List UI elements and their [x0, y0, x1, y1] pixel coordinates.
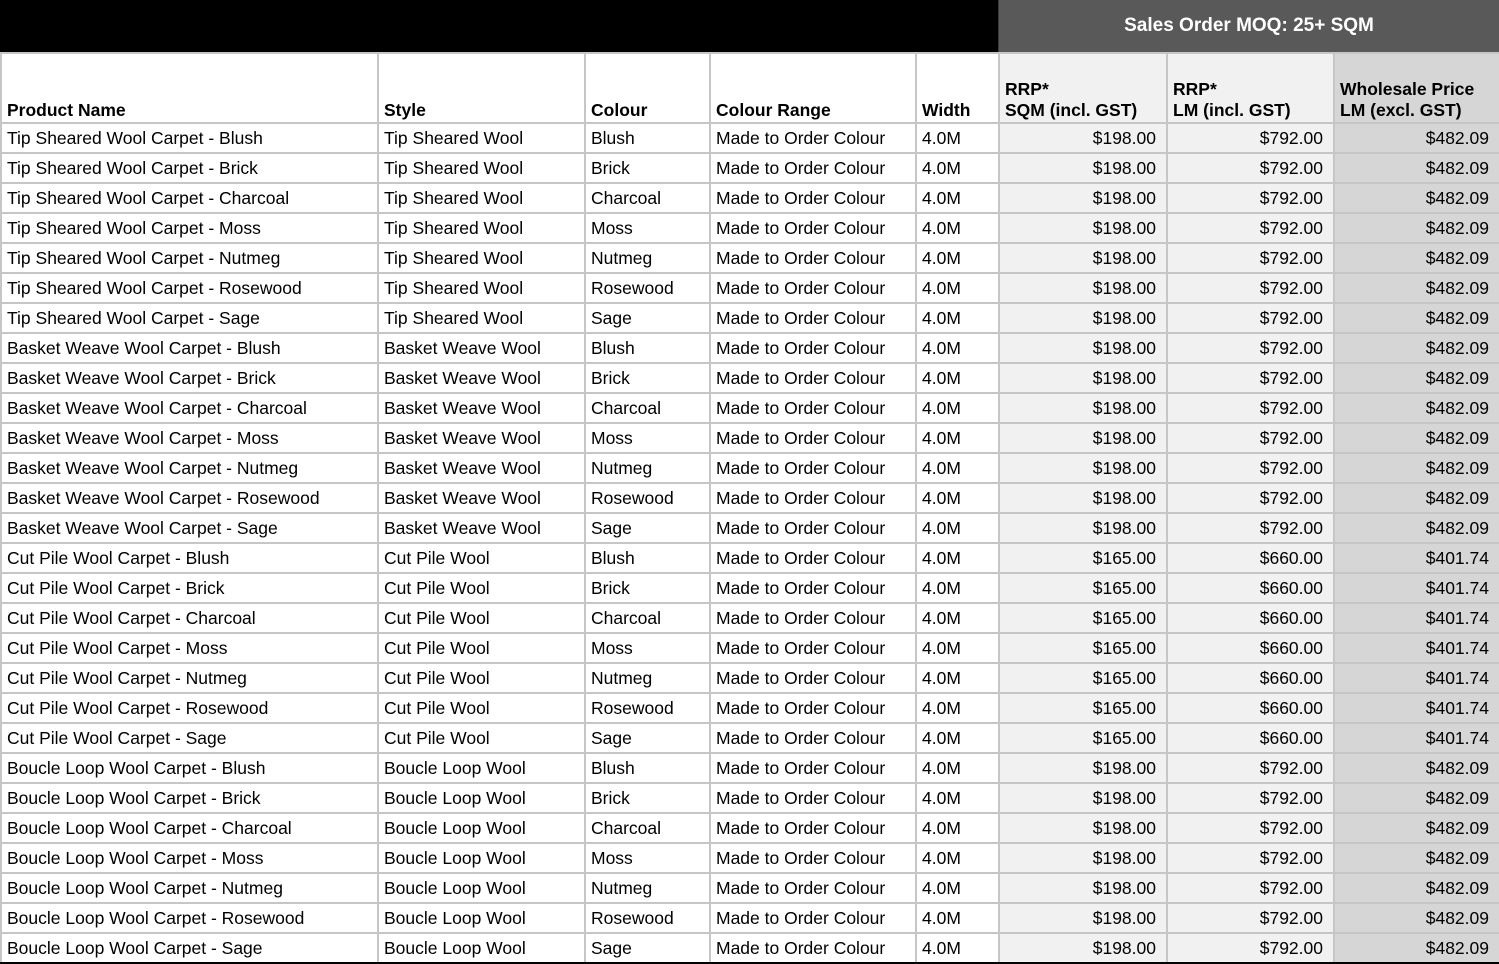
cell-colour-range[interactable]: Made to Order Colour — [710, 663, 916, 693]
cell-wholesale-lm[interactable]: $482.09 — [1334, 903, 1499, 933]
cell-product-name[interactable]: Tip Sheared Wool Carpet - Blush — [1, 123, 378, 153]
table-row — [1, 633, 1499, 663]
cell-wholesale-lm[interactable]: $482.09 — [1334, 183, 1499, 213]
cell-style[interactable]: Tip Sheared Wool — [378, 123, 585, 153]
table-row — [1, 243, 1499, 273]
cell-product-name[interactable]: Boucle Loop Wool Carpet - Blush — [1, 753, 378, 783]
cell-product-name[interactable]: Cut Pile Wool Carpet - Moss — [1, 633, 378, 663]
table-row — [1, 843, 1499, 873]
cell-rrp-sqm[interactable]: $198.00 — [999, 873, 1167, 903]
cell-rrp-sqm[interactable]: $165.00 — [999, 663, 1167, 693]
cell-wholesale-lm[interactable]: $482.09 — [1334, 423, 1499, 453]
cell-colour[interactable]: Charcoal — [585, 393, 710, 423]
cell-rrp-lm[interactable]: $792.00 — [1167, 753, 1334, 783]
cell-colour-range[interactable]: Made to Order Colour — [710, 393, 916, 423]
cell-style[interactable]: Basket Weave Wool — [378, 393, 585, 423]
cell-product-name[interactable]: Boucle Loop Wool Carpet - Sage — [1, 933, 378, 963]
cell-rrp-lm[interactable]: $660.00 — [1167, 603, 1334, 633]
table-row — [1, 663, 1499, 693]
cell-rrp-lm[interactable]: $660.00 — [1167, 663, 1334, 693]
cell-rrp-lm[interactable]: $792.00 — [1167, 933, 1334, 963]
cell-rrp-sqm[interactable]: $198.00 — [999, 243, 1167, 273]
cell-rrp-lm[interactable]: $792.00 — [1167, 243, 1334, 273]
cell-wholesale-lm[interactable]: $401.74 — [1334, 603, 1499, 633]
cell-colour[interactable]: Moss — [585, 423, 710, 453]
cell-colour[interactable]: Sage — [585, 513, 710, 543]
cell-rrp-sqm[interactable]: $198.00 — [999, 933, 1167, 963]
cell-width[interactable]: 4.0M — [916, 303, 999, 333]
table-row — [1, 723, 1499, 753]
table-row — [1, 783, 1499, 813]
cell-rrp-lm[interactable]: $792.00 — [1167, 153, 1334, 183]
table-row — [1, 573, 1499, 603]
table-row — [1, 543, 1499, 573]
cell-wholesale-lm[interactable]: $482.09 — [1334, 393, 1499, 423]
header-line2: Colour Range — [716, 100, 831, 120]
cell-rrp-lm[interactable]: $660.00 — [1167, 693, 1334, 723]
cell-rrp-lm[interactable]: $792.00 — [1167, 273, 1334, 303]
cell-product-name[interactable]: Boucle Loop Wool Carpet - Brick — [1, 783, 378, 813]
cell-colour[interactable]: Rosewood — [585, 483, 710, 513]
cell-rrp-lm[interactable]: $792.00 — [1167, 303, 1334, 333]
cell-rrp-sqm[interactable]: $198.00 — [999, 753, 1167, 783]
cell-width[interactable]: 4.0M — [916, 243, 999, 273]
header-line1: RRP* — [1005, 79, 1049, 99]
cell-rrp-sqm[interactable]: $198.00 — [999, 813, 1167, 843]
cell-colour-range[interactable]: Made to Order Colour — [710, 453, 916, 483]
cell-colour-range[interactable]: Made to Order Colour — [710, 873, 916, 903]
cell-rrp-sqm[interactable]: $198.00 — [999, 423, 1167, 453]
cell-rrp-lm[interactable]: $660.00 — [1167, 633, 1334, 663]
cell-product-name[interactable]: Basket Weave Wool Carpet - Sage — [1, 513, 378, 543]
cell-product-name[interactable]: Basket Weave Wool Carpet - Nutmeg — [1, 453, 378, 483]
cell-rrp-lm[interactable]: $792.00 — [1167, 813, 1334, 843]
cell-colour[interactable]: Blush — [585, 333, 710, 363]
cell-rrp-sqm[interactable]: $165.00 — [999, 693, 1167, 723]
cell-wholesale-lm[interactable]: $482.09 — [1334, 273, 1499, 303]
cell-style[interactable]: Boucle Loop Wool — [378, 813, 585, 843]
cell-style[interactable]: Tip Sheared Wool — [378, 183, 585, 213]
cell-rrp-sqm[interactable]: $165.00 — [999, 603, 1167, 633]
cell-product-name[interactable]: Tip Sheared Wool Carpet - Charcoal — [1, 183, 378, 213]
cell-colour-range[interactable]: Made to Order Colour — [710, 573, 916, 603]
cell-wholesale-lm[interactable]: $482.09 — [1334, 453, 1499, 483]
table-row — [1, 363, 1499, 393]
cell-product-name[interactable]: Boucle Loop Wool Carpet - Rosewood — [1, 903, 378, 933]
cell-colour-range[interactable]: Made to Order Colour — [710, 603, 916, 633]
cell-rrp-lm[interactable]: $792.00 — [1167, 903, 1334, 933]
cell-rrp-lm[interactable]: $660.00 — [1167, 543, 1334, 573]
cell-width[interactable]: 4.0M — [916, 513, 999, 543]
header-colour-range[interactable] — [710, 53, 916, 123]
cell-rrp-lm[interactable]: $792.00 — [1167, 183, 1334, 213]
cell-style[interactable]: Basket Weave Wool — [378, 453, 585, 483]
cell-wholesale-lm[interactable]: $482.09 — [1334, 843, 1499, 873]
table-row — [1, 873, 1499, 903]
cell-width[interactable]: 4.0M — [916, 543, 999, 573]
cell-colour[interactable]: Moss — [585, 843, 710, 873]
cell-width[interactable]: 4.0M — [916, 813, 999, 843]
cell-wholesale-lm[interactable]: $482.09 — [1334, 513, 1499, 543]
cell-colour-range[interactable]: Made to Order Colour — [710, 633, 916, 663]
cell-width[interactable]: 4.0M — [916, 933, 999, 963]
cell-style[interactable]: Cut Pile Wool — [378, 723, 585, 753]
cell-wholesale-lm[interactable]: $482.09 — [1334, 753, 1499, 783]
cell-width[interactable]: 4.0M — [916, 273, 999, 303]
table-row — [1, 603, 1499, 633]
cell-product-name[interactable]: Boucle Loop Wool Carpet - Nutmeg — [1, 873, 378, 903]
cell-wholesale-lm[interactable]: $401.74 — [1334, 573, 1499, 603]
cell-product-name[interactable]: Cut Pile Wool Carpet - Nutmeg — [1, 663, 378, 693]
cell-wholesale-lm[interactable]: $401.74 — [1334, 723, 1499, 753]
cell-colour[interactable]: Blush — [585, 753, 710, 783]
cell-rrp-lm[interactable]: $792.00 — [1167, 213, 1334, 243]
cell-product-name[interactable]: Basket Weave Wool Carpet - Charcoal — [1, 393, 378, 423]
cell-style[interactable]: Tip Sheared Wool — [378, 213, 585, 243]
cell-colour[interactable]: Sage — [585, 303, 710, 333]
cell-rrp-sqm[interactable]: $198.00 — [999, 363, 1167, 393]
cell-colour[interactable]: Brick — [585, 783, 710, 813]
cell-rrp-lm[interactable]: $792.00 — [1167, 783, 1334, 813]
cell-colour[interactable]: Blush — [585, 123, 710, 153]
cell-colour-range[interactable]: Made to Order Colour — [710, 153, 916, 183]
cell-style[interactable]: Cut Pile Wool — [378, 603, 585, 633]
cell-style[interactable]: Basket Weave Wool — [378, 333, 585, 363]
cell-colour-range[interactable]: Made to Order Colour — [710, 843, 916, 873]
cell-wholesale-lm[interactable]: $482.09 — [1334, 333, 1499, 363]
cell-style[interactable]: Basket Weave Wool — [378, 483, 585, 513]
cell-rrp-sqm[interactable]: $165.00 — [999, 633, 1167, 663]
cell-product-name[interactable]: Tip Sheared Wool Carpet - Brick — [1, 153, 378, 183]
cell-colour[interactable]: Rosewood — [585, 273, 710, 303]
cell-width[interactable]: 4.0M — [916, 663, 999, 693]
table-row — [1, 333, 1499, 363]
cell-width[interactable]: 4.0M — [916, 153, 999, 183]
table-row — [1, 183, 1499, 213]
header-line2: SQM (incl. GST) — [1005, 100, 1138, 120]
cell-product-name[interactable]: Cut Pile Wool Carpet - Brick — [1, 573, 378, 603]
cell-width[interactable]: 4.0M — [916, 843, 999, 873]
moq-banner: Sales Order MOQ: 25+ SQM — [998, 0, 1499, 52]
cell-rrp-sqm[interactable]: $198.00 — [999, 183, 1167, 213]
cell-product-name[interactable]: Cut Pile Wool Carpet - Charcoal — [1, 603, 378, 633]
cell-colour-range[interactable]: Made to Order Colour — [710, 423, 916, 453]
cell-colour-range[interactable]: Made to Order Colour — [710, 363, 916, 393]
cell-rrp-sqm[interactable]: $198.00 — [999, 153, 1167, 183]
cell-colour[interactable]: Sage — [585, 723, 710, 753]
cell-colour-range[interactable]: Made to Order Colour — [710, 213, 916, 243]
cell-wholesale-lm[interactable]: $401.74 — [1334, 663, 1499, 693]
cell-style[interactable]: Tip Sheared Wool — [378, 153, 585, 183]
cell-colour[interactable]: Nutmeg — [585, 453, 710, 483]
cell-style[interactable]: Boucle Loop Wool — [378, 933, 585, 963]
cell-style[interactable]: Tip Sheared Wool — [378, 303, 585, 333]
header-product-name[interactable] — [1, 53, 378, 123]
cell-rrp-sqm[interactable]: $198.00 — [999, 333, 1167, 363]
header-wholesale-lm[interactable] — [1334, 53, 1499, 123]
table-row — [1, 153, 1499, 183]
cell-rrp-lm[interactable]: $792.00 — [1167, 843, 1334, 873]
cell-colour-range[interactable]: Made to Order Colour — [710, 933, 916, 963]
table-body — [1, 123, 1499, 963]
cell-rrp-sqm[interactable]: $198.00 — [999, 783, 1167, 813]
cell-colour[interactable]: Brick — [585, 363, 710, 393]
cell-rrp-sqm[interactable]: $198.00 — [999, 843, 1167, 873]
cell-width[interactable]: 4.0M — [916, 483, 999, 513]
cell-style[interactable]: Cut Pile Wool — [378, 543, 585, 573]
table-row — [1, 123, 1499, 153]
cell-width[interactable]: 4.0M — [916, 783, 999, 813]
cell-width[interactable]: 4.0M — [916, 903, 999, 933]
header-banner — [0, 0, 1499, 52]
cell-width[interactable]: 4.0M — [916, 723, 999, 753]
cell-style[interactable]: Basket Weave Wool — [378, 363, 585, 393]
cell-width[interactable]: 4.0M — [916, 573, 999, 603]
cell-colour[interactable]: Moss — [585, 633, 710, 663]
cell-style[interactable]: Tip Sheared Wool — [378, 273, 585, 303]
cell-colour-range[interactable]: Made to Order Colour — [710, 243, 916, 273]
cell-product-name[interactable]: Tip Sheared Wool Carpet - Nutmeg — [1, 243, 378, 273]
cell-colour-range[interactable]: Made to Order Colour — [710, 273, 916, 303]
cell-rrp-sqm[interactable]: $165.00 — [999, 723, 1167, 753]
cell-colour[interactable]: Nutmeg — [585, 243, 710, 273]
cell-product-name[interactable]: Basket Weave Wool Carpet - Brick — [1, 363, 378, 393]
cell-wholesale-lm[interactable]: $482.09 — [1334, 933, 1499, 963]
header-rrp-lm[interactable] — [1167, 53, 1334, 123]
table-row — [1, 423, 1499, 453]
cell-wholesale-lm[interactable]: $401.74 — [1334, 543, 1499, 573]
header-style[interactable] — [378, 53, 585, 123]
cell-rrp-lm[interactable]: $792.00 — [1167, 513, 1334, 543]
header-line2: LM (incl. GST) — [1173, 100, 1291, 120]
cell-colour-range[interactable]: Made to Order Colour — [710, 543, 916, 573]
cell-wholesale-lm[interactable]: $482.09 — [1334, 783, 1499, 813]
cell-rrp-sqm[interactable]: $198.00 — [999, 393, 1167, 423]
cell-width[interactable]: 4.0M — [916, 873, 999, 903]
cell-rrp-lm[interactable]: $792.00 — [1167, 453, 1334, 483]
cell-rrp-lm[interactable]: $660.00 — [1167, 723, 1334, 753]
cell-colour-range[interactable]: Made to Order Colour — [710, 183, 916, 213]
cell-product-name[interactable]: Basket Weave Wool Carpet - Rosewood — [1, 483, 378, 513]
cell-style[interactable]: Basket Weave Wool — [378, 513, 585, 543]
cell-rrp-lm[interactable]: $660.00 — [1167, 573, 1334, 603]
cell-width[interactable]: 4.0M — [916, 603, 999, 633]
cell-style[interactable]: Boucle Loop Wool — [378, 843, 585, 873]
cell-product-name[interactable]: Basket Weave Wool Carpet - Moss — [1, 423, 378, 453]
cell-wholesale-lm[interactable]: $482.09 — [1334, 813, 1499, 843]
cell-colour[interactable]: Rosewood — [585, 693, 710, 723]
header-line1: Wholesale Price — [1340, 79, 1475, 99]
cell-style[interactable]: Basket Weave Wool — [378, 423, 585, 453]
cell-style[interactable]: Boucle Loop Wool — [378, 753, 585, 783]
cell-style[interactable]: Boucle Loop Wool — [378, 873, 585, 903]
cell-colour-range[interactable]: Made to Order Colour — [710, 813, 916, 843]
cell-colour-range[interactable]: Made to Order Colour — [710, 723, 916, 753]
cell-style[interactable]: Cut Pile Wool — [378, 663, 585, 693]
price-table — [0, 52, 1499, 964]
cell-rrp-lm[interactable]: $792.00 — [1167, 873, 1334, 903]
table-row — [1, 453, 1499, 483]
column-header-row — [1, 53, 1499, 123]
cell-product-name[interactable]: Boucle Loop Wool Carpet - Moss — [1, 843, 378, 873]
cell-rrp-lm[interactable]: $792.00 — [1167, 423, 1334, 453]
cell-colour-range[interactable]: Made to Order Colour — [710, 333, 916, 363]
table-row — [1, 933, 1499, 963]
cell-width[interactable]: 4.0M — [916, 183, 999, 213]
cell-product-name[interactable]: Tip Sheared Wool Carpet - Rosewood — [1, 273, 378, 303]
cell-wholesale-lm[interactable]: $482.09 — [1334, 123, 1499, 153]
cell-rrp-sqm[interactable]: $198.00 — [999, 123, 1167, 153]
cell-product-name[interactable]: Boucle Loop Wool Carpet - Charcoal — [1, 813, 378, 843]
table-row — [1, 753, 1499, 783]
cell-width[interactable]: 4.0M — [916, 753, 999, 783]
header-rrp-sqm[interactable] — [999, 53, 1167, 123]
cell-colour[interactable]: Nutmeg — [585, 663, 710, 693]
cell-rrp-lm[interactable]: $792.00 — [1167, 483, 1334, 513]
cell-colour[interactable]: Sage — [585, 933, 710, 963]
cell-wholesale-lm[interactable]: $482.09 — [1334, 303, 1499, 333]
cell-colour[interactable]: Moss — [585, 213, 710, 243]
cell-product-name[interactable]: Tip Sheared Wool Carpet - Sage — [1, 303, 378, 333]
table-row — [1, 903, 1499, 933]
cell-colour[interactable]: Nutmeg — [585, 873, 710, 903]
cell-wholesale-lm[interactable]: $482.09 — [1334, 363, 1499, 393]
cell-rrp-lm[interactable]: $792.00 — [1167, 333, 1334, 363]
cell-wholesale-lm[interactable]: $401.74 — [1334, 633, 1499, 663]
cell-colour-range[interactable]: Made to Order Colour — [710, 753, 916, 783]
cell-wholesale-lm[interactable]: $482.09 — [1334, 483, 1499, 513]
cell-rrp-sqm[interactable]: $198.00 — [999, 513, 1167, 543]
cell-width[interactable]: 4.0M — [916, 453, 999, 483]
cell-width[interactable]: 4.0M — [916, 693, 999, 723]
cell-wholesale-lm[interactable]: $482.09 — [1334, 153, 1499, 183]
header-width[interactable] — [916, 53, 999, 123]
header-line2: Width — [922, 100, 971, 120]
cell-product-name[interactable]: Cut Pile Wool Carpet - Sage — [1, 723, 378, 753]
cell-product-name[interactable]: Cut Pile Wool Carpet - Blush — [1, 543, 378, 573]
cell-rrp-sqm[interactable]: $165.00 — [999, 573, 1167, 603]
cell-rrp-sqm[interactable]: $198.00 — [999, 273, 1167, 303]
cell-colour[interactable]: Rosewood — [585, 903, 710, 933]
cell-colour[interactable]: Charcoal — [585, 813, 710, 843]
cell-colour-range[interactable]: Made to Order Colour — [710, 513, 916, 543]
cell-wholesale-lm[interactable]: $401.74 — [1334, 693, 1499, 723]
header-line1: RRP* — [1173, 79, 1217, 99]
cell-style[interactable]: Boucle Loop Wool — [378, 903, 585, 933]
cell-colour-range[interactable]: Made to Order Colour — [710, 693, 916, 723]
cell-style[interactable]: Tip Sheared Wool — [378, 243, 585, 273]
cell-width[interactable]: 4.0M — [916, 363, 999, 393]
cell-width[interactable]: 4.0M — [916, 393, 999, 423]
header-line2: LM (excl. GST) — [1340, 100, 1462, 120]
cell-product-name[interactable]: Cut Pile Wool Carpet - Rosewood — [1, 693, 378, 723]
cell-rrp-lm[interactable]: $792.00 — [1167, 123, 1334, 153]
cell-width[interactable]: 4.0M — [916, 423, 999, 453]
banner-blank — [0, 0, 998, 52]
cell-width[interactable]: 4.0M — [916, 213, 999, 243]
cell-rrp-sqm[interactable]: $165.00 — [999, 543, 1167, 573]
table-row — [1, 393, 1499, 423]
cell-style[interactable]: Cut Pile Wool — [378, 633, 585, 663]
cell-width[interactable]: 4.0M — [916, 333, 999, 363]
cell-rrp-lm[interactable]: $792.00 — [1167, 363, 1334, 393]
header-line2: Style — [384, 100, 426, 120]
table-row — [1, 813, 1499, 843]
cell-style[interactable]: Boucle Loop Wool — [378, 783, 585, 813]
table-row — [1, 213, 1499, 243]
table-row — [1, 303, 1499, 333]
cell-product-name[interactable]: Basket Weave Wool Carpet - Blush — [1, 333, 378, 363]
cell-style[interactable]: Cut Pile Wool — [378, 573, 585, 603]
cell-colour-range[interactable]: Made to Order Colour — [710, 783, 916, 813]
cell-rrp-lm[interactable]: $792.00 — [1167, 393, 1334, 423]
table-row — [1, 513, 1499, 543]
cell-colour[interactable]: Brick — [585, 153, 710, 183]
cell-rrp-sqm[interactable]: $198.00 — [999, 213, 1167, 243]
cell-rrp-sqm[interactable]: $198.00 — [999, 903, 1167, 933]
cell-wholesale-lm[interactable]: $482.09 — [1334, 213, 1499, 243]
cell-width[interactable]: 4.0M — [916, 633, 999, 663]
cell-wholesale-lm[interactable]: $482.09 — [1334, 873, 1499, 903]
cell-product-name[interactable]: Tip Sheared Wool Carpet - Moss — [1, 213, 378, 243]
cell-style[interactable]: Cut Pile Wool — [378, 693, 585, 723]
cell-rrp-sqm[interactable]: $198.00 — [999, 303, 1167, 333]
cell-colour-range[interactable]: Made to Order Colour — [710, 303, 916, 333]
cell-colour[interactable]: Blush — [585, 543, 710, 573]
cell-rrp-sqm[interactable]: $198.00 — [999, 483, 1167, 513]
cell-colour-range[interactable]: Made to Order Colour — [710, 483, 916, 513]
header-colour[interactable] — [585, 53, 710, 123]
table-row — [1, 273, 1499, 303]
header-line2: Product Name — [7, 100, 126, 120]
header-line2: Colour — [591, 100, 648, 120]
cell-colour[interactable]: Charcoal — [585, 603, 710, 633]
cell-rrp-sqm[interactable]: $198.00 — [999, 453, 1167, 483]
cell-colour-range[interactable]: Made to Order Colour — [710, 123, 916, 153]
cell-wholesale-lm[interactable]: $482.09 — [1334, 243, 1499, 273]
cell-colour[interactable]: Charcoal — [585, 183, 710, 213]
cell-colour-range[interactable]: Made to Order Colour — [710, 903, 916, 933]
table-row — [1, 693, 1499, 723]
table-row — [1, 483, 1499, 513]
cell-width[interactable]: 4.0M — [916, 123, 999, 153]
cell-colour[interactable]: Brick — [585, 573, 710, 603]
